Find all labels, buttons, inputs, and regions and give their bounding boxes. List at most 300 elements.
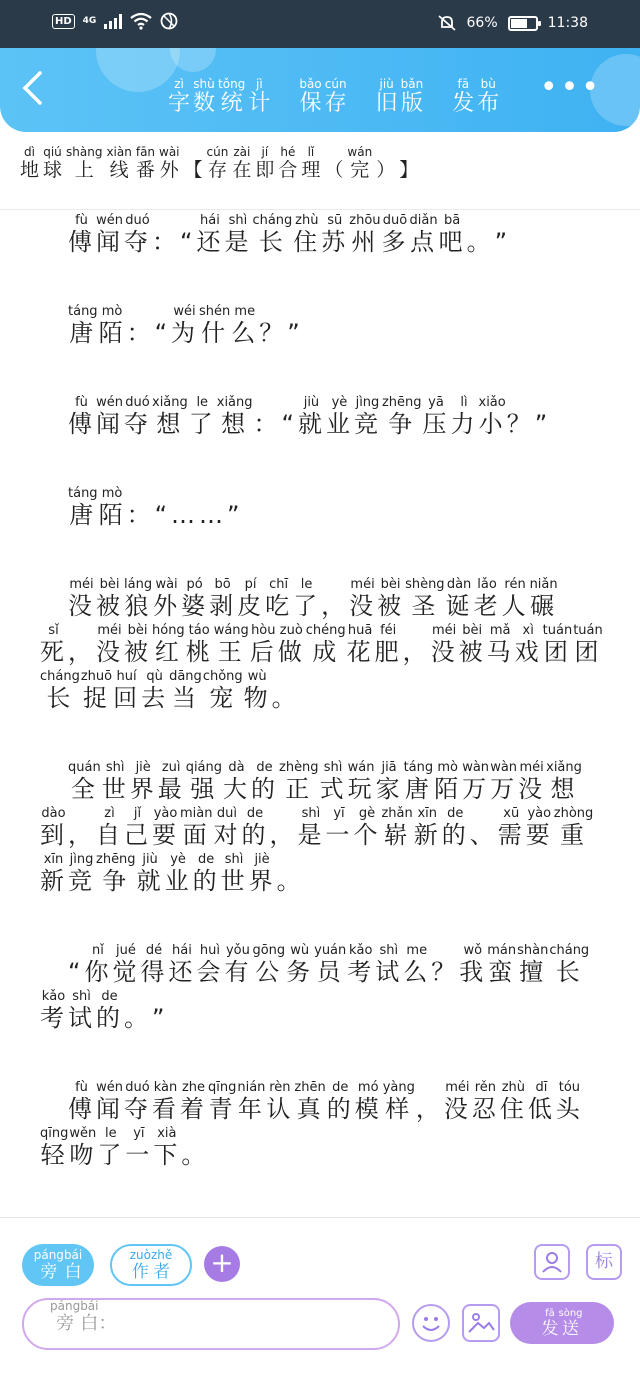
hanzi-char: 陌 [434,775,462,803]
pinyin: fān [135,146,156,159]
ruby-char [255,146,275,181]
hanzi-char: 花 [346,638,374,666]
ruby-char [192,852,220,895]
ruby-char [265,577,293,620]
status-right [437,14,588,32]
dialogue-input[interactable] [22,1298,400,1350]
pinyin: xīn [40,852,67,867]
pinyin: cún [206,146,229,159]
clock: 11:38 [547,15,588,31]
hanzi-char: 竞 [353,410,381,438]
ruby-char [216,395,253,438]
pinyin: dà [223,760,250,775]
pinyin: zhòng [553,806,594,821]
pinyin: zhù [293,213,321,228]
pinyin: sǐ [40,623,67,638]
pinyin: shèng [405,577,445,592]
ruby-char [40,228,67,256]
hanzi-char: 上 [66,159,103,181]
ruby-char [40,623,67,666]
hanzi-char: 作 [129,1261,151,1282]
ruby-char [113,669,141,712]
hanzi-char: 大 [223,775,250,803]
hanzi-char: 皮 [237,592,265,620]
ruby-char [68,638,95,666]
hanzi-char: 需 [497,821,525,849]
ruby-char [127,319,154,347]
hanzi-char: 界 [129,775,157,803]
hanzi-char: 有 [224,958,252,986]
narrator-role-button[interactable] [22,1244,94,1286]
pinyin: tóu [555,1080,583,1095]
hanzi-char: 诞 [445,592,473,620]
hanzi-char: 家 [375,775,403,803]
hanzi-char: 老 [473,592,501,620]
pinyin: bō [209,577,237,592]
pinyin: jí [255,146,275,159]
chapter-title [20,146,620,182]
hanzi-char: 我 [459,958,487,986]
ruby-char [321,592,348,620]
pinyin: miàn [180,806,213,821]
ruby-char [347,146,373,181]
hanzi-char: 人 [501,592,529,620]
hanzi-char: 陌 [98,319,126,347]
pinyin: huā [346,623,374,638]
hanzi-char: 王 [213,638,249,666]
hanzi-char: 一 [325,821,353,849]
hanzi-char: 团 [542,638,573,666]
hanzi-char: 版 [400,91,424,116]
ruby-char [66,146,103,181]
pinyin: bā [438,213,466,228]
hanzi-char: 最 [157,775,185,803]
hanzi-char: 成 [305,638,346,666]
publish-button[interactable] [452,78,502,117]
hanzi-char: 年 [237,1095,266,1123]
ruby-char [159,146,180,181]
ruby-char [403,760,434,803]
hanzi-char: 全 [68,775,101,803]
ruby-char [486,623,514,666]
hanzi-char: 试 [375,958,403,986]
hanzi-char: ， [321,592,349,620]
ruby-char [252,213,293,256]
pinyin: jìng [68,852,95,867]
pinyin: tǒng [218,77,246,91]
ruby-char [269,821,296,849]
hanzi-char: 玩 [347,775,375,803]
ruby-char [251,760,278,803]
hanzi-char: “ [154,319,170,347]
hanzi-char: ” [534,410,551,438]
hanzi-char: 蛮 [487,958,517,986]
ruby-char [573,623,603,666]
hanzi-char: 轻 [40,1141,69,1169]
hanzi-char: 做 [277,638,305,666]
ruby-char [180,228,195,256]
pinyin: wàn [490,760,518,775]
pinyin: jì [248,77,271,91]
hanzi-char: 要 [525,821,553,849]
ruby-char [101,760,129,803]
hanzi-char: 要 [152,821,179,849]
ruby-char [399,159,418,181]
hanzi-char: 是 [224,228,252,256]
pinyin: táng [68,486,98,501]
ruby-char [381,213,409,256]
ruby-char [97,1126,125,1169]
hanzi-char: 傅 [68,1095,95,1123]
ruby-char [325,806,353,849]
pinyin: niǎn [529,577,558,592]
pinyin: shàng [66,146,103,159]
ruby-char [181,577,209,620]
hanzi-char: ， [68,821,95,849]
pinyin: gōng [252,943,286,958]
hanzi-char: “ [68,958,84,986]
pinyin: méi [349,577,377,592]
pinyin: quán [68,760,101,775]
pinyin: bèi [458,623,486,638]
ruby-char [403,943,431,986]
pinyin: wàn [462,760,490,775]
ruby-char [514,623,542,666]
send-button[interactable] [510,1302,614,1344]
hanzi-char: 发 [541,1318,559,1339]
ruby-char [293,213,321,256]
ruby-char [199,304,231,347]
pinyin: shì [297,806,325,821]
pinyin: qiáng [185,760,223,775]
ruby-char [157,760,185,803]
hanzi-char: ， [68,638,95,666]
ruby-char [529,577,558,620]
pinyin: wù [243,669,271,684]
ruby-char [443,1080,471,1123]
ruby-char [40,1095,67,1123]
hanzi-char: 住 [293,228,321,256]
pinyin: cháng [549,943,590,958]
pinyin: shì [375,943,403,958]
hanzi-char: 务 [286,958,314,986]
ruby-char [96,806,123,849]
pinyin: sū [321,213,349,228]
hanzi-char: 没 [443,1095,471,1123]
hanzi-char: 布 [477,91,500,116]
ruby-char [518,760,546,803]
hanzi-char: 数 [193,91,216,116]
ruby-char [434,760,462,803]
hanzi-char: 么 [403,958,431,986]
word-count-button[interactable] [168,78,273,117]
battery-percent: 66% [466,15,498,31]
pinyin: bái [63,1247,83,1262]
hanzi-char: 模 [354,1095,382,1123]
hanzi-char: 竞 [68,867,95,895]
pinyin: zhuō [80,669,113,684]
hanzi-char: 苏 [321,228,349,256]
hanzi-char: 、 [469,821,497,849]
wifi-icon [130,12,152,30]
hanzi-char: 闻 [96,1095,123,1123]
smiley-icon[interactable] [412,1304,450,1342]
pinyin: wǒ [459,943,487,958]
hanzi-char: 吃 [265,592,293,620]
ruby-char [40,958,67,986]
pinyin: yào [525,806,553,821]
ruby-char [224,943,252,986]
hanzi-char: 宠 [202,684,243,712]
ruby-char [445,577,473,620]
status-left [52,12,178,30]
pinyin: táng [403,760,434,775]
ruby-char [80,669,113,712]
ruby-char [68,395,95,438]
ruby-char [64,1249,82,1282]
ruby-char [374,623,402,666]
ruby-char [168,943,196,986]
network-type: 4G [82,16,97,26]
ruby-char [124,1004,151,1032]
chevron-left-icon[interactable] [20,66,60,110]
hanzi-char: 新 [413,821,441,849]
ruby-char [164,852,192,895]
paragraph [40,1081,604,1178]
ruby-char [68,958,83,986]
hanzi-char: 统 [218,91,246,116]
globe-icon [160,12,178,30]
ruby-char [130,1249,151,1282]
pinyin: táo [185,623,213,638]
ruby-char [153,1126,181,1169]
ruby-char [549,943,590,986]
hanzi-char: 小 [478,410,506,438]
person-icon[interactable] [534,1244,570,1280]
hanzi-char: ” [227,501,243,529]
ruby-char [248,852,276,895]
hanzi-char: 闻 [96,410,123,438]
pinyin: xiǎo [478,395,506,410]
hanzi-char: 夺 [124,410,151,438]
pinyin: diǎn [409,213,438,228]
ruby-char [223,760,250,803]
pinyin: shì [101,760,129,775]
hanzi-char [40,958,67,986]
pinyin: bù [477,77,500,91]
hanzi-char: 到 [40,821,67,849]
hanzi-char: 地 [20,159,40,181]
pinyin: zhǎn [381,806,413,821]
ruby-char [181,1141,208,1169]
hanzi-char: 送 [558,1318,583,1339]
pinyin: zhě [150,1247,173,1262]
hanzi-char: 想 [152,410,188,438]
ruby-char [297,395,325,438]
hanzi-char: “ [281,410,297,438]
hanzi-char [40,501,67,529]
ruby-char [542,623,573,666]
pinyin: le [188,395,216,410]
pinyin: wán [347,146,373,159]
ruby-char [277,867,304,895]
pinyin: chéng [305,623,346,638]
pinyin: yào [152,806,179,821]
pinyin: qīng [40,1126,69,1141]
pinyin: hòu [249,623,277,638]
hanzi-char: 着 [180,1095,207,1123]
hanzi-char: 死 [40,638,67,666]
ruby-char [517,943,549,986]
mark-button[interactable]: 标 [586,1244,622,1280]
pinyin: wù [286,943,314,958]
ruby-char [431,958,458,986]
more-menu-icon[interactable]: ••• [539,70,602,105]
hanzi-char: 业 [325,410,353,438]
hanzi-char: 被 [96,592,123,620]
hanzi-char: … [199,501,226,529]
ruby-char [68,821,95,849]
ruby-char [68,760,101,803]
pinyin: yī [125,1126,153,1141]
hanzi-char: 存 [324,91,347,116]
ruby-char [326,1080,354,1123]
hanzi-char: 的 [96,1004,123,1032]
hanzi-char: ： [126,501,154,529]
paragraph [40,214,604,265]
ruby-char [487,943,517,986]
pinyin: mǎ [486,623,514,638]
pinyin: tuán [542,623,573,638]
pinyin: le [293,577,321,592]
paragraph [40,305,604,356]
pinyin: wài [153,577,181,592]
pinyin: mán [487,943,517,958]
hanzi-char: 旁 [33,1261,64,1282]
pinyin: jiù [136,852,164,867]
ruby-char [43,146,63,181]
pinyin: huì [196,943,224,958]
pinyin: zhēng [381,395,422,410]
ruby-char [40,319,67,347]
save-button[interactable] [299,78,349,117]
hanzi-char: 一 [125,1141,153,1169]
ruby-char [297,806,325,849]
hanzi-char: 狼 [124,592,153,620]
hanzi-char: 世 [101,775,129,803]
app-bar [0,48,640,132]
hanzi-char: 界 [248,867,276,895]
ruby-char [381,395,422,438]
ruby-char [375,943,403,986]
hanzi-char: 员 [314,958,347,986]
ruby-char [282,410,297,438]
ruby-char [254,410,281,438]
hanzi-char: 压 [422,410,450,438]
hanzi-char [40,319,67,347]
ruby-char [96,213,123,256]
pinyin: fù [68,395,95,410]
hanzi-char: 傅 [68,410,95,438]
ruby-char [353,395,381,438]
ruby-char [349,213,381,256]
ruby-char [353,806,381,849]
hanzi-char: 没 [349,592,377,620]
hanzi-char: 团 [573,638,603,666]
pinyin: wán [347,760,375,775]
ruby-char [98,486,126,529]
hanzi-char: 剥 [209,592,237,620]
ruby-char [152,1004,167,1032]
ruby-char [40,1126,69,1169]
ruby-char [459,943,487,986]
ruby-char [40,775,67,803]
pinyin: wáng [213,623,249,638]
hanzi-char: 吻 [69,1141,97,1169]
hanzi-char: ” [287,319,303,347]
ruby-char [546,760,582,803]
hanzi-char: 力 [450,410,478,438]
ruby-char [314,943,347,986]
ruby-char [40,501,67,529]
pinyin: zhēn [294,1080,326,1095]
author-role-button[interactable] [110,1244,192,1286]
ruby-char [40,410,67,438]
hanzi-char: 什 [199,319,231,347]
ruby-char [171,304,198,347]
pinyin: zuì [157,760,185,775]
pinyin: dàn [445,577,473,592]
pinyin: zhe [180,1080,207,1095]
hanzi-char [40,228,67,256]
ruby-char [462,760,490,803]
pinyin: fā [452,77,475,91]
hanzi-char: ， [269,821,297,849]
decor-bubble [170,48,216,72]
pinyin: de [96,989,123,1004]
header-nav [168,78,502,117]
pinyin: sòng [558,1307,583,1319]
story-content[interactable] [40,210,604,1215]
ruby-char [199,501,226,529]
ruby-char [409,213,438,256]
ruby-char [553,806,594,849]
ruby-char [124,1080,151,1123]
pinyin: nián [237,1080,266,1095]
old-version-button[interactable] [376,78,427,117]
pinyin: qīng [208,1080,237,1095]
ruby-char [441,806,469,849]
ruby-char [527,1080,555,1123]
hanzi-char: 。 [466,228,494,256]
add-role-button[interactable]: + [204,1246,240,1282]
image-icon[interactable] [462,1304,500,1342]
hanzi-char: 觉 [112,958,140,986]
ruby-char [259,319,286,347]
pinyin: me [231,304,259,319]
ruby-char [286,943,314,986]
ruby-char [405,577,445,620]
hanzi-char: … [171,501,198,529]
ruby-char [152,1080,179,1123]
pinyin: xiǎng [546,760,582,775]
ruby-char [401,78,424,117]
pinyin: wéi [171,304,198,319]
hd-badge: HD [52,14,75,29]
ruby-char [450,395,478,438]
hanzi-char: 认 [266,1095,294,1123]
hanzi-char: 强 [185,775,222,803]
